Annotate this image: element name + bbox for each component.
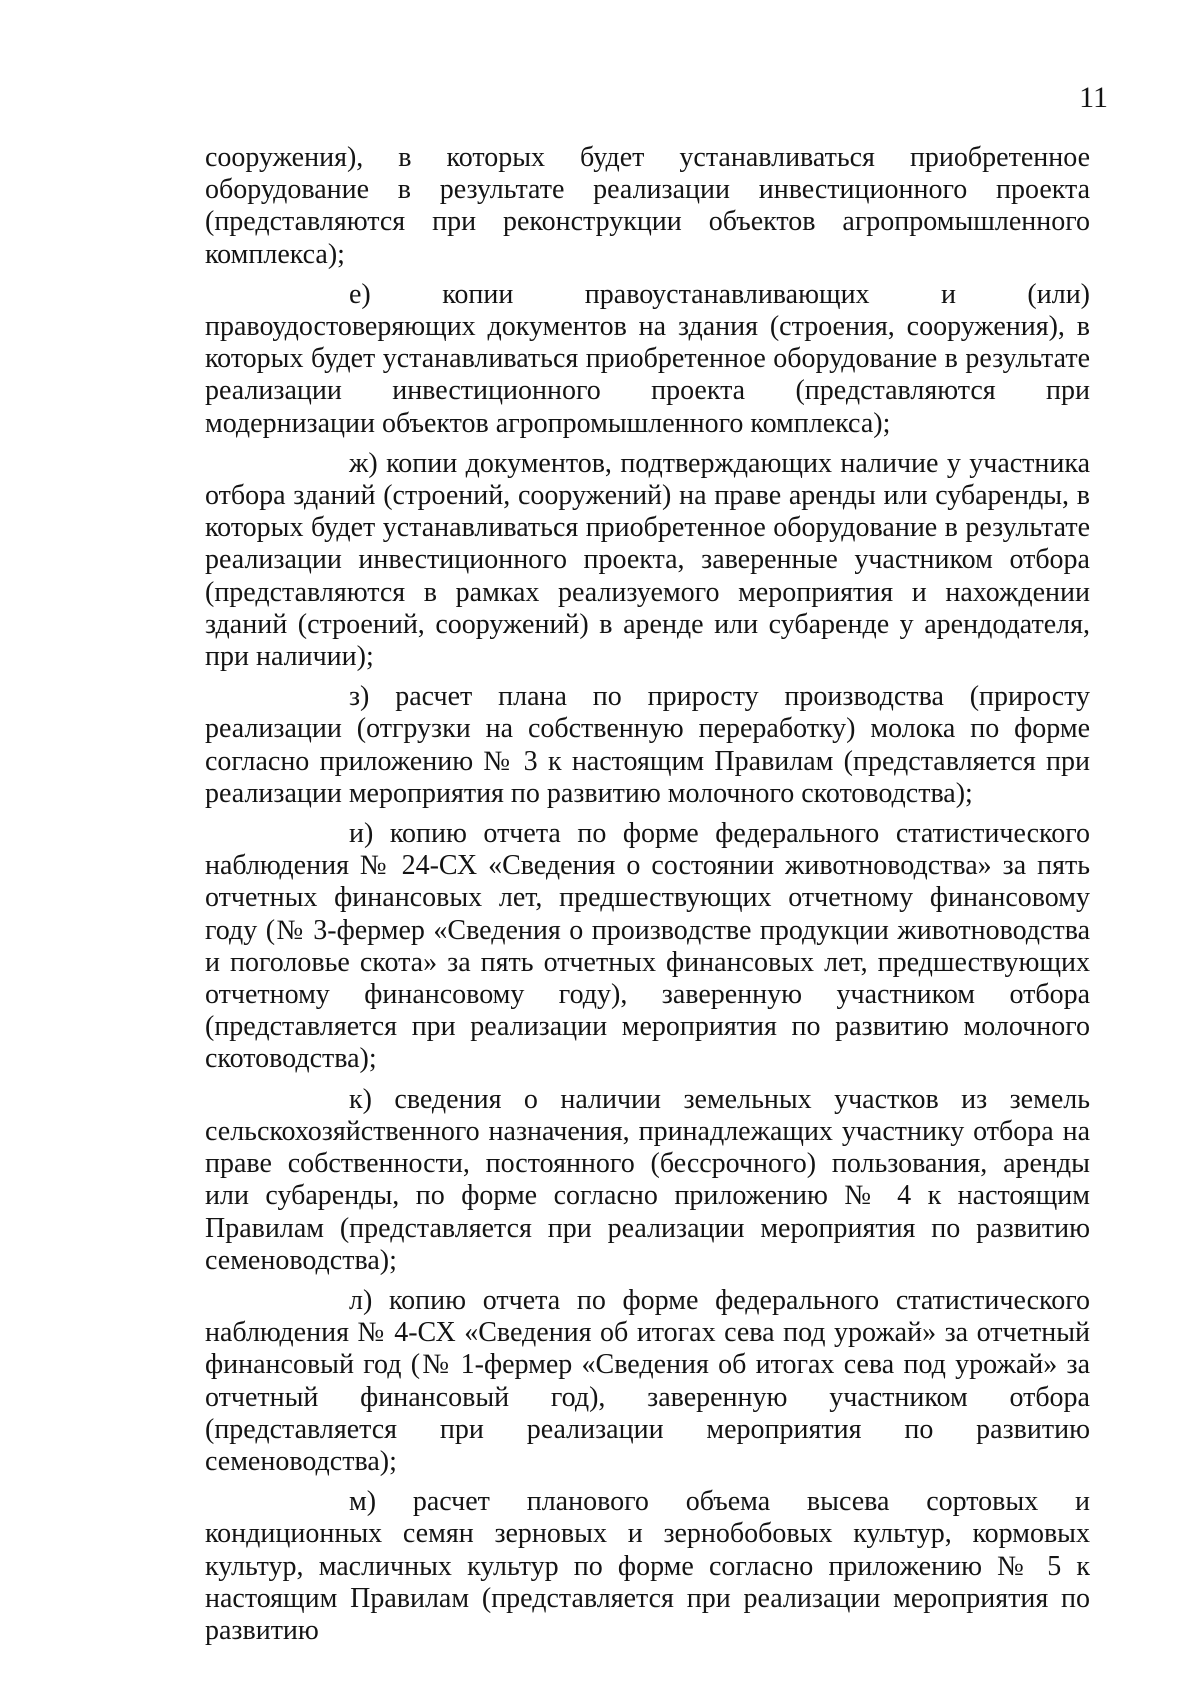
- list-item-text: сведения о наличии земельных участков из земель сельскохозяйственного назначения, принадлежащих участнику отбора на праве собственности, постоянного (бессрочного) пользования, аренды или субаренды, по форме согласно приложению № 4 к настоящим Правилам (представляется при реализации мероприятия по развитию семеноводства);: [205, 1083, 1090, 1276]
- list-marker: к): [349, 1083, 372, 1115]
- list-item-text: копию отчета по форме федерального статистического наблюдения № 24-СХ «Сведения о состоянии животноводства» за пять отчетных финансовых лет, предшествующих отчетному финансовому году (№ 3-фермер «Сведения о производстве продукции животноводства и поголовье скота» за пять отчетных финансовых лет, предшествующих отчетному финансовому году), заверенную участником отбора (представляется при реализации мероприятия по развитию молочного скотоводства);: [205, 818, 1091, 1075]
- list-marker: м): [349, 1486, 377, 1518]
- list-item-text: расчет планового объема высева сортовых и кондиционных семян зерновых и зернобобовых культур, кормовых культур, масличных культур по форме согласно приложению № 5 к настоящим Правилам (представляется при реализации мероприятия по развитию: [205, 1486, 1090, 1646]
- list-item-text: копии документов, подтверждающих наличие у участника отбора зданий (строений, сооружений) на праве аренды или субаренды, в которых будет устанавливаться приобретенное оборудование в результате реализации инвестиционного проекта, заверенные участником отбора (представляются в рамках реализуемого мероприятия и нахождении зданий (строений, сооружений) в аренде или субаренде у арендодателя, при наличии);: [205, 447, 1090, 673]
- list-marker: л): [349, 1284, 373, 1316]
- list-marker: ж): [349, 447, 378, 479]
- list-item-text: копии правоустанавливающих и (или) правоудостоверяющих документов на здания (строения, сооружения), в которых будет устанавливаться приобретенное оборудование в результате реализации инвестиционного проекта (представляются при модернизации объектов агропромышленного комплекса);: [205, 278, 1090, 439]
- list-item-m: [205, 1486, 1090, 1647]
- list-item-z: [205, 681, 1090, 810]
- list-item-e: [205, 279, 1090, 440]
- list-item-text: расчет плана по приросту производства (приросту реализации (отгрузки на собственную переработку) молока по форме согласно приложению № 3 к настоящим Правилам (представляется при реализации мероприятия по развитию молочного скотоводства);: [205, 681, 1091, 809]
- paragraph-continuation: сооружения), в которых будет устанавливаться приобретенное оборудование в результате реализации инвестиционного проекта (представляются при реконструкции объектов агропромышленного комплекса);: [205, 142, 1090, 270]
- document-body: [205, 142, 1090, 1647]
- list-item-i: [205, 818, 1090, 1076]
- list-item-zh: [205, 448, 1090, 673]
- list-marker: е): [349, 278, 371, 310]
- list-marker: и): [349, 818, 374, 850]
- page-number: 11: [1079, 81, 1108, 114]
- list-item-l: [205, 1285, 1090, 1478]
- list-marker: з): [349, 681, 370, 713]
- list-item-text: копию отчета по форме федерального статистического наблюдения № 4-СХ «Сведения об итогах сева под урожай» за отчетный финансовый год (№ 1-фермер «Сведения об итогах сева под урожай» за отчетный финансовый год), заверенную участником отбора (представляется при реализации мероприятия по развитию семеноводства);: [205, 1284, 1091, 1477]
- list-item-k: [205, 1084, 1090, 1277]
